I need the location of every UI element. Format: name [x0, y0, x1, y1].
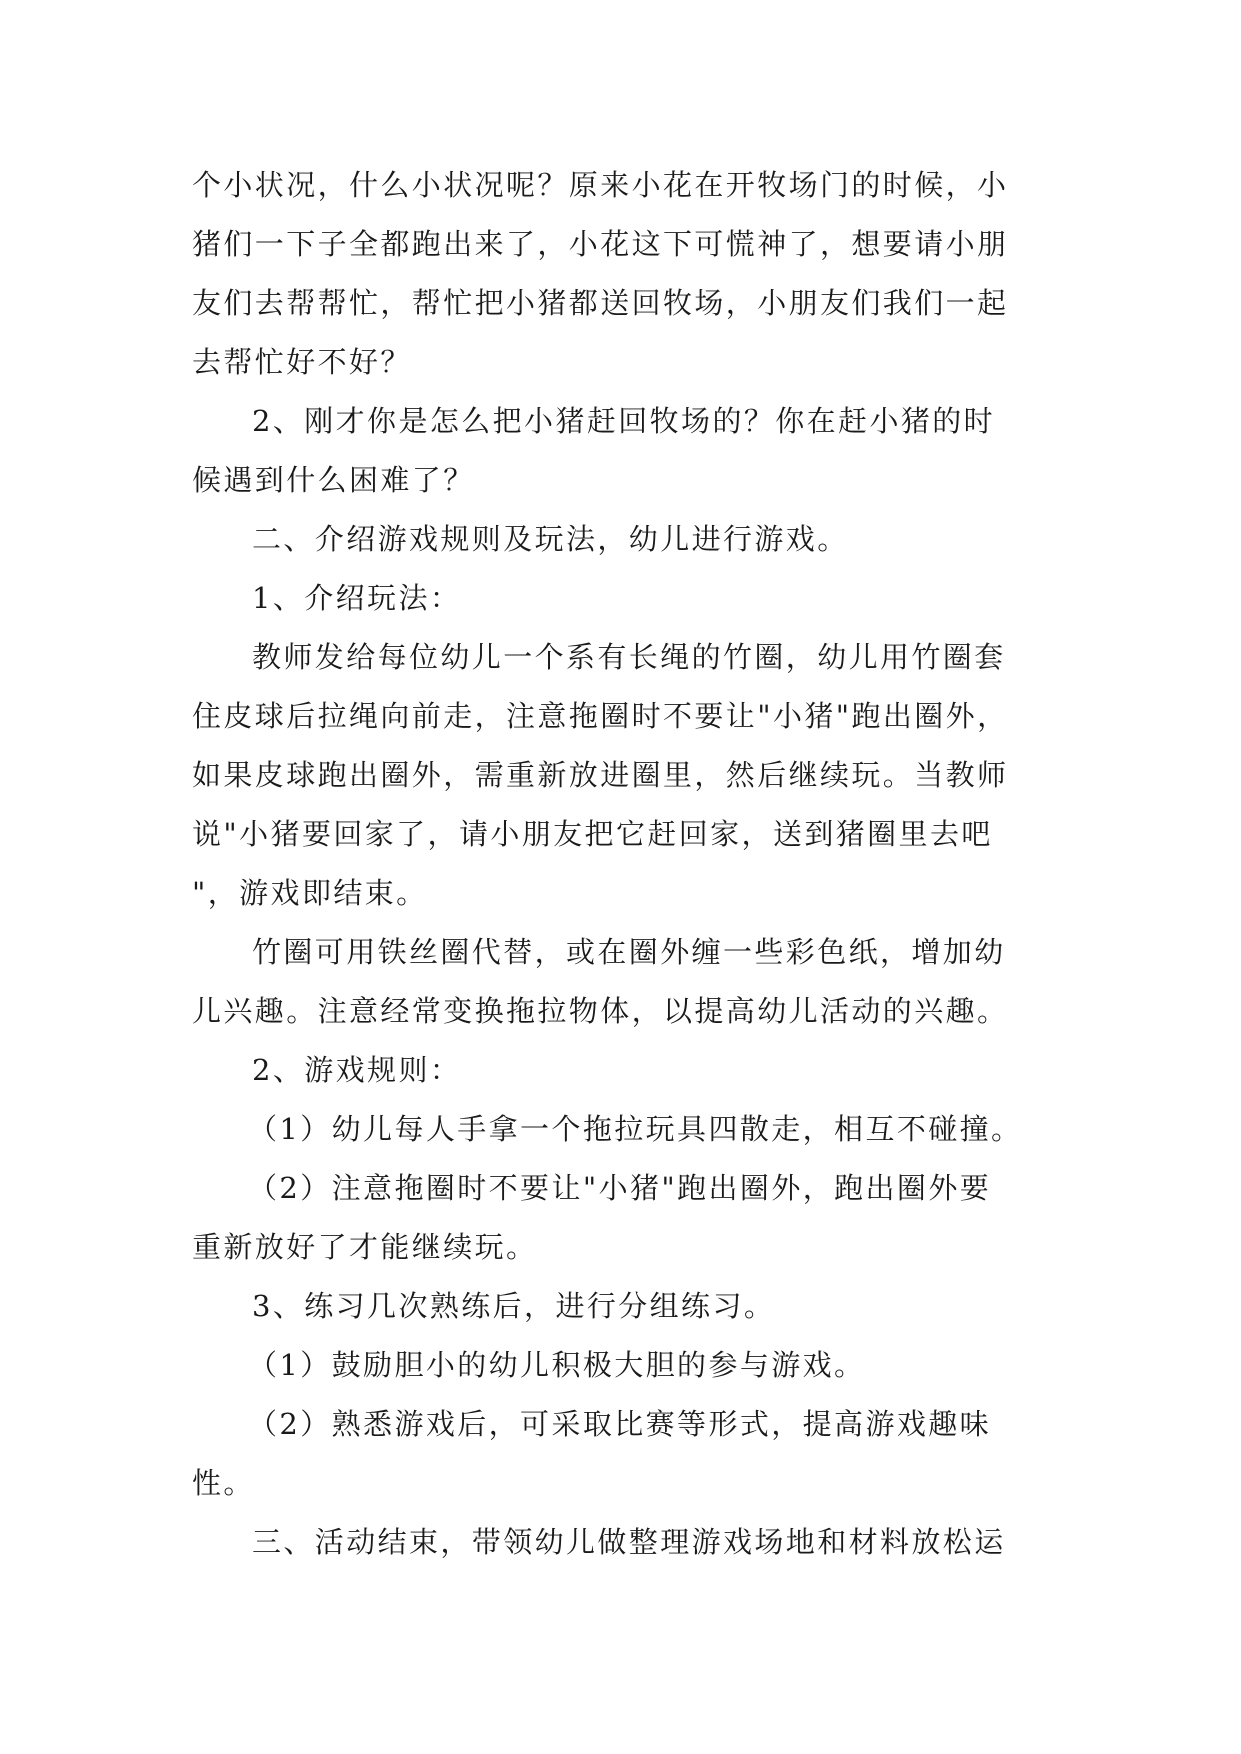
subheading: 2、游戏规则： [252, 1053, 462, 1087]
section-heading: 二、介绍游戏规则及玩法，幼儿进行游戏。 [252, 522, 849, 556]
subheading: 3、练习几次熟练后，进行分组练习。 [252, 1289, 776, 1323]
list-item: （2）注意拖圈时不要让"小猪"跑出圈外，跑出圈外要 [248, 1171, 992, 1205]
text-line: 儿兴趣。注意经常变换拖拉物体，以提高幼儿活动的兴趣。 [192, 994, 1009, 1028]
body-text [192, 156, 1072, 1572]
subheading: 1、介绍玩法： [252, 581, 462, 615]
text-line: 如果皮球跑出圈外，需重新放进圈里，然后继续玩。当教师 [192, 758, 1009, 792]
text-line: 友们去帮帮忙，帮忙把小猪都送回牧场，小朋友们我们一起 [192, 286, 1009, 320]
section-heading: 三、活动结束，带领幼儿做整理游戏场地和材料放松运 [252, 1525, 1006, 1559]
text-line: 住皮球后拉绳向前走，注意拖圈时不要让"小猪"跑出圈外， [192, 699, 1009, 733]
text-line: 候遇到什么困难了？ [192, 463, 475, 497]
list-item: （1）鼓励胆小的幼儿积极大胆的参与游戏。 [248, 1348, 866, 1382]
text-line: 教师发给每位幼儿一个系有长绳的竹圈，幼儿用竹圈套 [252, 640, 1006, 674]
text-line: 竹圈可用铁丝圈代替，或在圈外缠一些彩色纸，增加幼 [252, 935, 1006, 969]
text-line: 重新放好了才能继续玩。 [192, 1230, 538, 1264]
text-line: 性。 [192, 1466, 255, 1500]
text-line: 说"小猪要回家了，请小朋友把它赶回家，送到猪圈里去吧 [192, 817, 993, 851]
text-line: 2、刚才你是怎么把小猪赶回牧场的？你在赶小猪的时 [252, 404, 996, 438]
text-line: 猪们一下子全都跑出来了，小花这下可慌神了，想要请小朋 [192, 227, 1009, 261]
list-item: （2）熟悉游戏后，可采取比赛等形式，提高游戏趣味 [248, 1407, 992, 1441]
text-line: 个小状况，什么小状况呢？原来小花在开牧场门的时候，小 [192, 168, 1009, 202]
text-line: 去帮忙好不好？ [192, 345, 412, 379]
text-line: "，游戏即结束。 [192, 876, 428, 910]
list-item: （1）幼儿每人手拿一个拖拉玩具四散走，相互不碰撞。 [248, 1112, 1023, 1146]
